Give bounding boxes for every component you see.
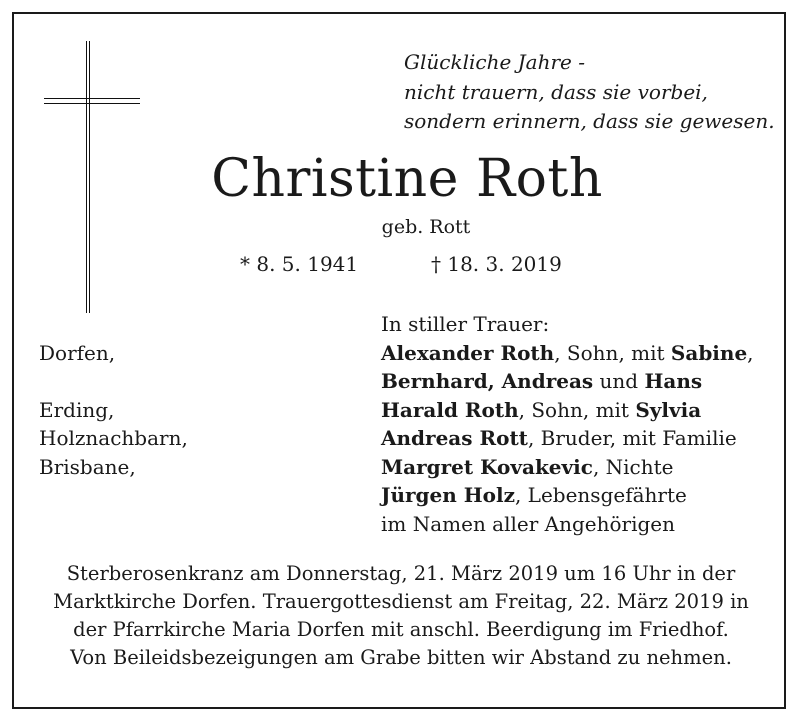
mourner-line <box>381 339 754 368</box>
mourner-name: Andreas Rott <box>381 426 528 450</box>
mourner-line <box>381 424 754 453</box>
mourner-line <box>381 453 754 482</box>
mourner-line <box>381 367 754 396</box>
mourner-name: Bernhard, Andreas <box>381 369 594 393</box>
place-item: Dorfen, <box>39 340 116 365</box>
service-announcement <box>14 560 788 672</box>
place-item: Brisbane, <box>39 454 136 479</box>
mourner-line <box>381 396 754 425</box>
mourners-list <box>381 310 754 538</box>
mourner-name: Sabine <box>670 340 748 365</box>
mourner-punct: , <box>747 340 754 365</box>
mourner-relation: , Sohn, mit <box>554 340 671 365</box>
death-date: † 18. 3. 2019 <box>431 252 562 276</box>
place-spacer <box>39 367 188 396</box>
announcement-line: Marktkirche Dorfen. Trauergottesdienst am Freitag, 22. März 2019 in <box>53 590 749 613</box>
obituary-notice <box>12 12 786 709</box>
mourner-relation: , Bruder, mit Familie <box>527 426 737 450</box>
motto-line: Glückliche Jahre - <box>404 50 585 74</box>
mourners-closing: im Namen aller Angehörigen <box>381 511 676 536</box>
mourner-name: Jürgen Holz <box>381 483 515 507</box>
mourner-relation: , Sohn, mit <box>518 397 636 422</box>
mourner-connector: und <box>593 369 645 393</box>
birth-date: * 8. 5. 1941 <box>240 252 359 276</box>
mourner-name: Alexander Roth <box>381 340 555 365</box>
mourner-name: Harald Roth <box>381 397 519 422</box>
mourner-line <box>381 481 754 510</box>
mourner-name: Hans <box>644 369 703 393</box>
announcement-line: der Pfarrkirche Maria Dorfen mit anschl. Beerdigung im Friedhof. <box>73 618 729 641</box>
mourners-intro: In stiller Trauer: <box>381 312 550 336</box>
motto-line: nicht trauern, dass sie vorbei, <box>404 79 708 104</box>
place-spacer <box>39 310 188 339</box>
announcement-line: Von Beileidsbezeigungen am Grabe bitten wir Abstand zu nehmen. <box>70 646 732 669</box>
mourner-name: Sylvia <box>635 397 702 422</box>
motto-line: sondern erinnern, dass sie gewesen. <box>404 109 775 133</box>
deceased-name: Christine Roth <box>211 149 603 209</box>
cross-horizontal-bar <box>44 98 140 104</box>
mourner-name: Margret Kovakevic <box>381 454 593 479</box>
maiden-name: geb. Rott <box>381 216 471 238</box>
place-item: Holznachbarn, <box>39 426 188 450</box>
announcement-line: Sterberosenkranz am Donnerstag, 21. März 2019 um 16 Uhr in der <box>66 562 736 585</box>
mourner-relation: , Nichte <box>592 454 674 479</box>
places-list <box>39 310 188 481</box>
mourner-relation: , Lebensgefährte <box>514 483 687 507</box>
motto-quote <box>404 48 775 137</box>
place-item: Erding, <box>39 397 115 422</box>
